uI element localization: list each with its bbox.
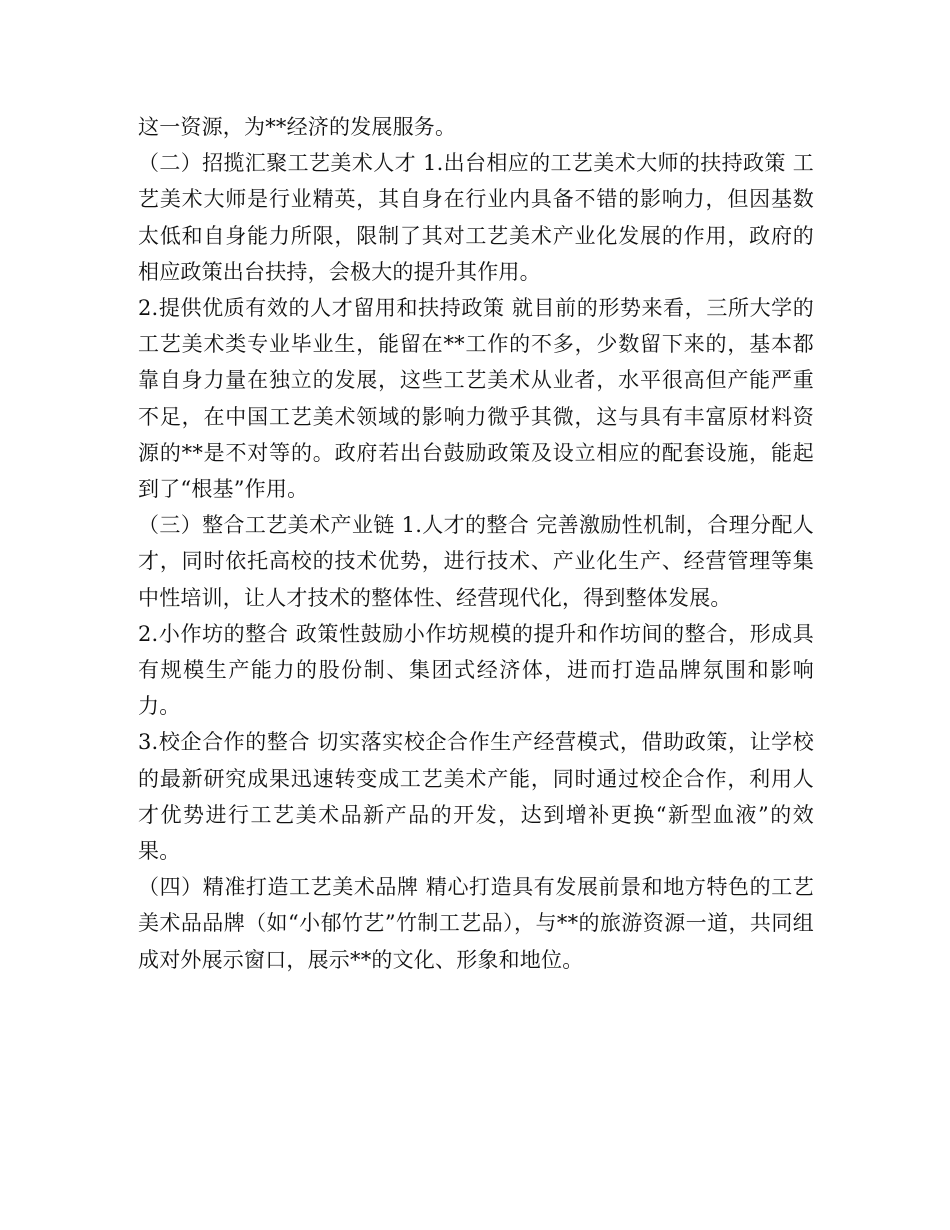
paragraph-5: 2.小作坊的整合 政策性鼓励小作坊规模的提升和作坊间的整合，形成具有规模生产能力的股份制、集团式经济体，进而打造品牌氛围和影响力。 xyxy=(138,621,814,719)
paragraph-1: 这一资源，为**经济的发展服务。 xyxy=(138,115,457,139)
paragraph-3: 2.提供优质有效的人才留用和扶持政策 就目前的形势来看，三所大学的工艺美术类专业毕业生，能留在**工作的不多，少数留下来的，基本都靠自身力量在独立的发展，这些工艺美术从业者，水平很高但产能严重不足，在中国工艺美术领域的影响力微乎其微，这与具有丰富原材料资源的**是不对等的。政府若出台鼓励政策及设立相应的配套设施，能起到了“根基”作用。 xyxy=(138,296,814,502)
paragraph-7: （四）精准打造工艺美术品牌 精心打造具有发展前景和地方特色的工艺美术品品牌（如“小郁竹艺”竹制工艺品），与**的旅游资源一道，共同组成对外展示窗口，展示**的文化、形象和地位。 xyxy=(138,875,814,972)
paragraph-6: 3.校企合作的整合 切实落实校企合作生产经营模式，借助政策，让学校的最新研究成果迅速转变成工艺美术产能，同时通过校企合作，利用人才优势进行工艺美术品新产品的开发，达到增补更换“新型血液”的效果。 xyxy=(138,730,814,864)
paragraph-2: （二）招揽汇聚工艺美术人才 1.出台相应的工艺美术大师的扶持政策 工艺美术大师是行业精英，其自身在行业内具备不错的影响力，但因基数太低和自身能力所限，限制了其对工艺美术产业化发展的作用，政府的相应政策出台扶持，会极大的提升其作用。 xyxy=(138,151,814,284)
paragraph-4: （三）整合工艺美术产业链 1.人才的整合 完善激励性机制，合理分配人才，同时依托高校的技术优势，进行技术、产业化生产、经营管理等集中性培训，让人才技术的整体性、经营现代化，得到整体发展。 xyxy=(138,513,814,610)
document-body xyxy=(138,109,814,978)
